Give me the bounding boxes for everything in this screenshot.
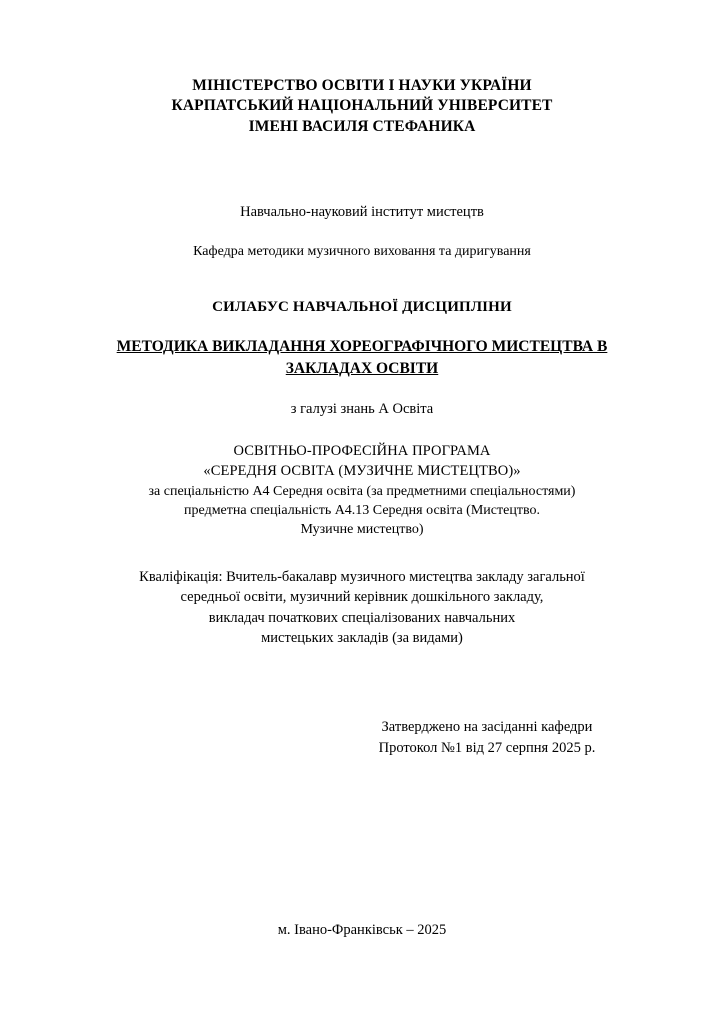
program-line-3: за спеціальністю А4 Середня освіта (за предметними спеціальностями) xyxy=(148,483,576,499)
program-line-2: «СЕРЕДНЯ ОСВІТА (МУЗИЧНЕ МИСТЕЦТВО)» xyxy=(203,462,521,479)
qualification-line-4: мистецьких закладів (за видами) xyxy=(261,630,463,647)
discipline-title xyxy=(72,336,652,379)
ministry-heading xyxy=(72,76,652,137)
qualification-block xyxy=(72,567,652,649)
ministry-line-1: МІНІСТЕРСТВО ОСВІТИ І НАУКИ УКРАЇНИ xyxy=(192,77,532,94)
qualification-line-2: середньої освіти, музичний керівник дошкільного закладу, xyxy=(180,589,544,606)
ministry-line-3: ІМЕНІ ВАСИЛЯ СТЕФАНИКА xyxy=(248,117,476,135)
institute-name: Навчально-науковий інститут мистецтв xyxy=(240,204,484,221)
approval-line-2: Протокол №1 від 27 серпня 2025 р. xyxy=(378,739,596,756)
city-year: м. Івано-Франківськ – 2025 xyxy=(277,922,447,938)
approval-block xyxy=(322,717,652,758)
approval-line-1: Затверджено на засіданні кафедри xyxy=(381,719,593,735)
qualification-line-1: Кваліфікація: Вчитель-бакалавр музичного мистецтва закладу загальної xyxy=(139,568,585,585)
discipline-title-line-2: ЗАКЛАДАХ ОСВІТИ xyxy=(285,359,439,377)
program-line-5: Музичне мистецтво) xyxy=(300,521,424,537)
program-line-4: предметна спеціальність А4.13 Середня освіта (Мистецтво. xyxy=(184,502,540,518)
department-name: Кафедра методики музичного виховання та диригування xyxy=(193,244,531,260)
discipline-title-line-1: МЕТОДИКА ВИКЛАДАННЯ ХОРЕОГРАФІЧНОГО МИСТЕЦТВА В xyxy=(116,338,608,356)
ministry-line-2: КАРПАТСЬКИЙ НАЦІОНАЛЬНИЙ УНІВЕРСИТЕТ xyxy=(171,97,553,115)
syllabus-label: СИЛАБУС НАВЧАЛЬНОЇ ДИСЦИПЛІНИ xyxy=(212,299,512,316)
qualification-line-3: викладач початкових спеціалізованих навчальних xyxy=(208,609,516,626)
program-line-1: ОСВІТНЬО-ПРОФЕСІЙНА ПРОГРАМА xyxy=(233,443,491,460)
educational-program xyxy=(72,442,652,539)
knowledge-branch: з галузі знань А Освіта xyxy=(290,401,434,418)
